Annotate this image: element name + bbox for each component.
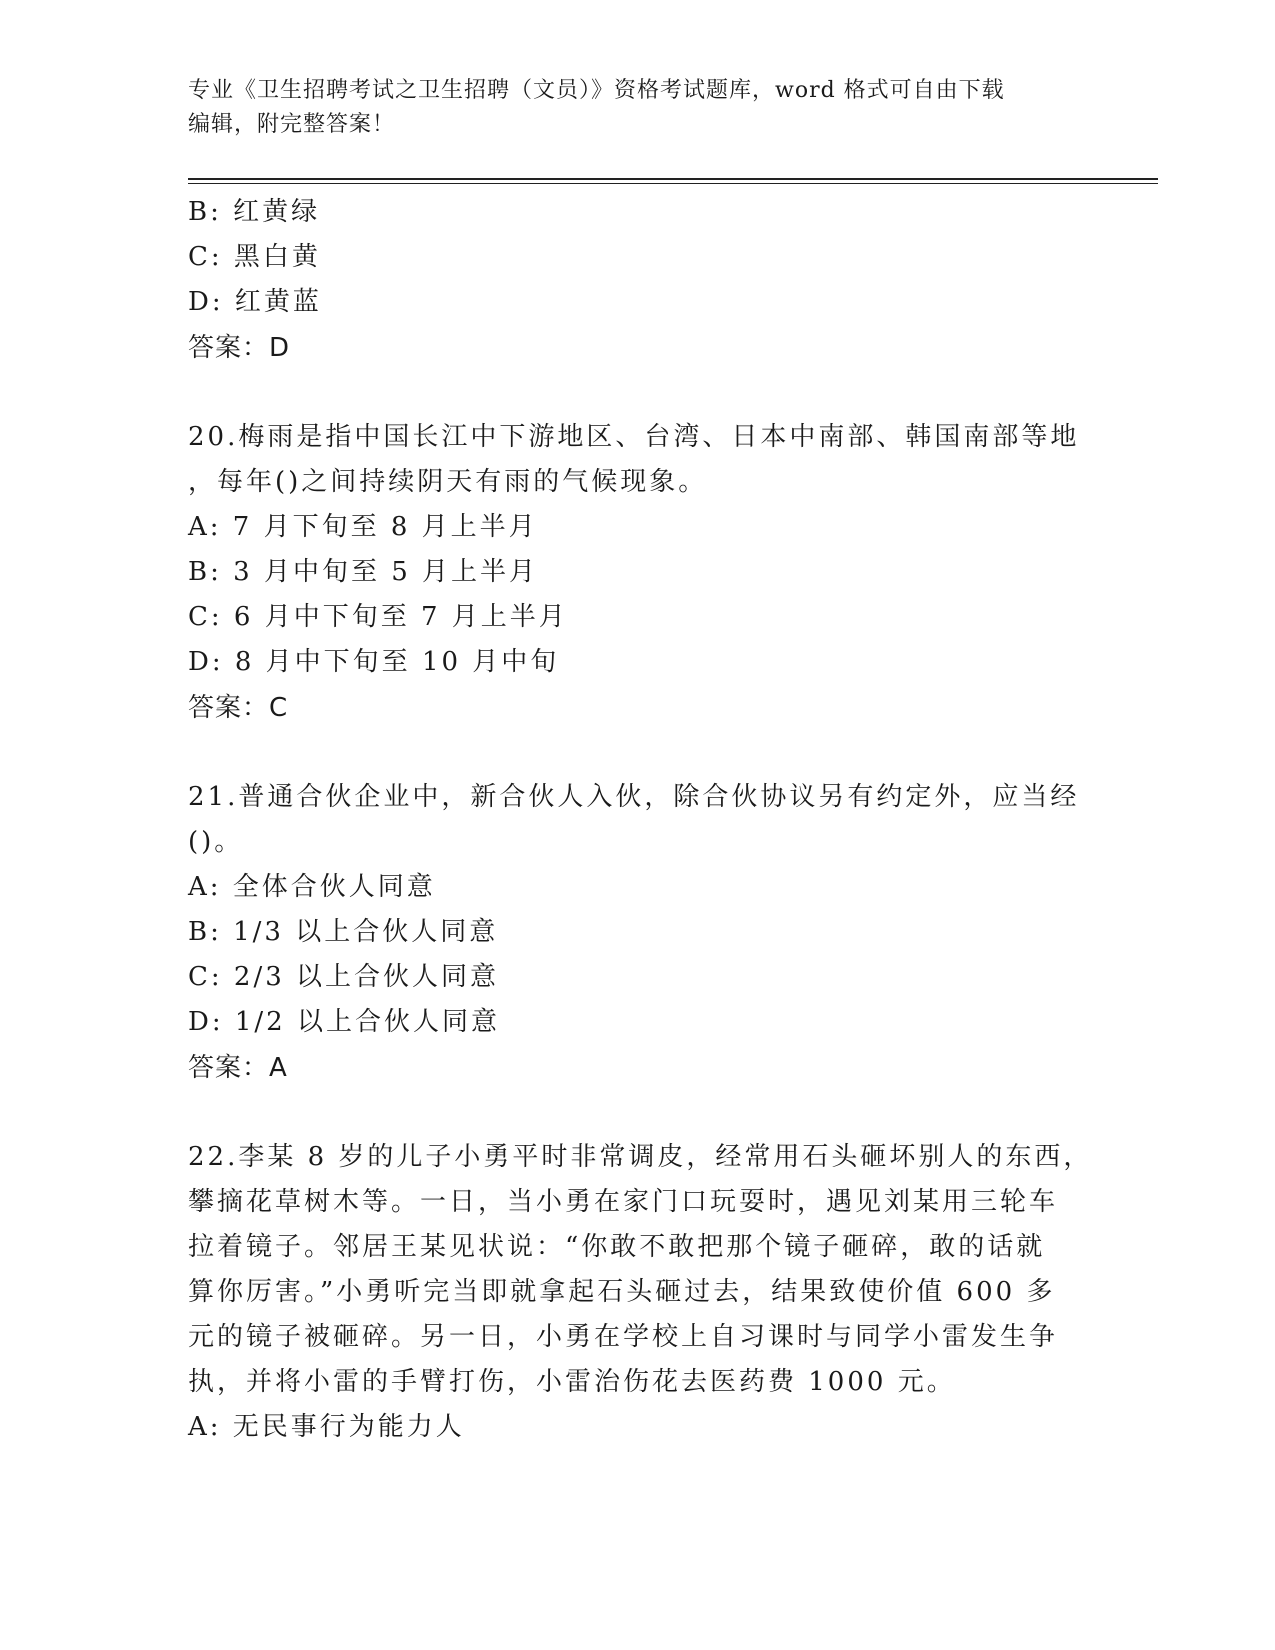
question-text-line: 20.梅雨是指中国长江中下游地区、台湾、日本中南部、韩国南部等地	[188, 422, 1080, 452]
document-header	[188, 74, 1068, 142]
answer-line: 答案：C	[188, 693, 289, 723]
option-b: B: 红黄绿	[188, 197, 321, 227]
question-19	[188, 190, 1078, 371]
header-rule-thin	[188, 183, 1158, 184]
option-c: C: 2/3 以上合伙人同意	[188, 962, 500, 992]
question-text-line: 执，并将小雷的手臂打伤，小雷治伤花去医药费 1000 元。	[188, 1367, 956, 1397]
option-b: B: 1/3 以上合伙人同意	[188, 917, 499, 947]
question-text-line: 攀摘花草树木等。一日，当小勇在家门口玩耍时，遇见刘某用三轮车	[188, 1187, 1059, 1217]
question-text-line: 算你厉害。”小勇听完当即就拿起石头砸过去，结果致使价值 600 多	[188, 1277, 1056, 1307]
option-d: D: 红黄蓝	[188, 287, 322, 317]
question-22	[188, 1135, 1093, 1450]
question-text-line: ，每年()之间持续阴天有雨的气候现象。	[188, 467, 708, 497]
answer-line: 答案：D	[188, 333, 291, 363]
option-b: B: 3 月中旬至 5 月上半月	[188, 557, 539, 587]
option-a: A: 全体合伙人同意	[188, 872, 436, 902]
option-c: C: 6 月中下旬至 7 月上半月	[188, 602, 568, 632]
header-line-2: 编辑，附完整答案！	[188, 112, 396, 137]
question-text-line: 元的镜子被砸碎。另一日，小勇在学校上自习课时与同学小雷发生争	[188, 1322, 1059, 1352]
question-text-line: 21.普通合伙企业中，新合伙人入伙，除合伙协议另有约定外，应当经	[188, 782, 1080, 812]
question-21	[188, 775, 1078, 1091]
question-text-line: 拉着镜子。邻居王某见状说：“你敢不敢把那个镜子砸碎，敢的话就	[188, 1232, 1046, 1262]
answer-line: 答案：A	[188, 1053, 288, 1083]
question-20	[188, 415, 1078, 731]
option-a: A: 无民事行为能力人	[188, 1412, 465, 1442]
option-d: D: 1/2 以上合伙人同意	[188, 1007, 500, 1037]
question-text-line: ()。	[188, 827, 244, 857]
header-rule-thick	[188, 178, 1158, 180]
option-d: D: 8 月中下旬至 10 月中旬	[188, 647, 560, 677]
question-list	[188, 190, 1093, 1494]
header-line-1: 专业《卫生招聘考试之卫生招聘（文员）》资格考试题库，word 格式可自由下载	[188, 78, 1005, 103]
option-c: C: 黑白黄	[188, 242, 321, 272]
question-text-line: 22.李某 8 岁的儿子小勇平时非常调皮，经常用石头砸坏别人的东西，	[188, 1142, 1093, 1172]
option-a: A: 7 月下旬至 8 月上半月	[188, 512, 538, 542]
